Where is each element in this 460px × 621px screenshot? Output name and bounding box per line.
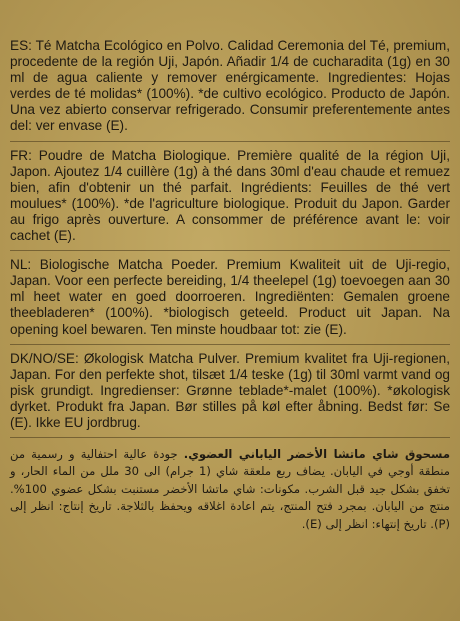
section-fr-heading: FR: Poudre de Matcha Biologique.: [10, 147, 231, 163]
section-scandinavian: [10, 351, 450, 438]
section-nl-heading: NL: Biologische Matcha Poeder.: [10, 257, 218, 273]
section-es-heading: ES: Té Matcha Ecológico en Polvo.: [10, 38, 224, 53]
section-arabic-heading: مسحوق شاي ماتشا الأخضر الياباني العضوي.: [183, 447, 450, 462]
section-arabic-text: جودة عالية احتفالية و رسمية من منطقة أوجي في اليابان. يضاف ربع ملعقة شاي (1 جرام) الى 30 ملل من الماء الحار، و تخفق بشكل جيد قبل الشرب. مكونات: شاي ماتشا الأخضر مستنبت بشكل عضوي 100%. منتج من اليابان. بمجرد فتح المنتج، يتم اعادة اغلاقه ويحفظ بالثلاجة. تاريخ إنتاج: انظر إلى (P). تاريخ إنتهاء: انظر إلى (E).: [10, 447, 450, 531]
section-scandinavian-text: Premium kvalitet fra Uji-regionen, Japan. For den perfekte shot, tilsæt 1/4 teske (1g) til 30ml varmt vand og pisk grundigt. Ingredienser: Grønne teblade*-malet (100%). *økologisk dyrket. Produkt fra Japan. Bør stilles på køl efter åbning. Bedst før: Se (E). Ikke EU jordbrug.: [10, 350, 451, 430]
section-arabic: [10, 444, 450, 539]
section-nl-text: Premium Kwaliteit uit de Uji-regio, Japan. Voor een perfecte bereiding, 1/4 theelepel (1g) toevoegen aan 30 ml heet water en goed doorroeren. Ingrediënten: Gemalen groene theebladeren* (100%). *biologisch geteeld. Product uit Japan. Na opening koel bewaren. Ten minste houdbaar tot: zie (E).: [10, 257, 450, 337]
section-fr: [10, 148, 450, 252]
section-nl: [10, 257, 450, 344]
section-fr-text: Première qualité de la région Uji, Japon. Ajoutez 1/4 cuillère (1g) à thé dans 30ml d'eau chaude et remuez bien, afin d'obtenir un thé parfait. Ingrédients: Feuilles de thé vert moulues* (100%). *de l'agriculture biologique. Produit du Japon. Garder au frigo après ouverture. A consommer de préférence avant le: voir cachet (E).: [10, 147, 450, 244]
section-es-text: Calidad Ceremonia del Té, premium, procedente de la región Uji, Japón. Añadir 1/4 de cucharadita (1g) en 30 ml de agua caliente y remover enérgicamente. Ingredientes: Hojas verdes de té molidas* (100%). *de cultivo ecológico. Producto de Japón. Una vez abierto conservar refrigerado. Consumir preferentemente antes del: ver envase (E).: [10, 38, 450, 134]
section-es: [10, 38, 450, 142]
section-scandinavian-heading: DK/NO/SE: Økologisk Matcha Pulver.: [10, 350, 240, 366]
